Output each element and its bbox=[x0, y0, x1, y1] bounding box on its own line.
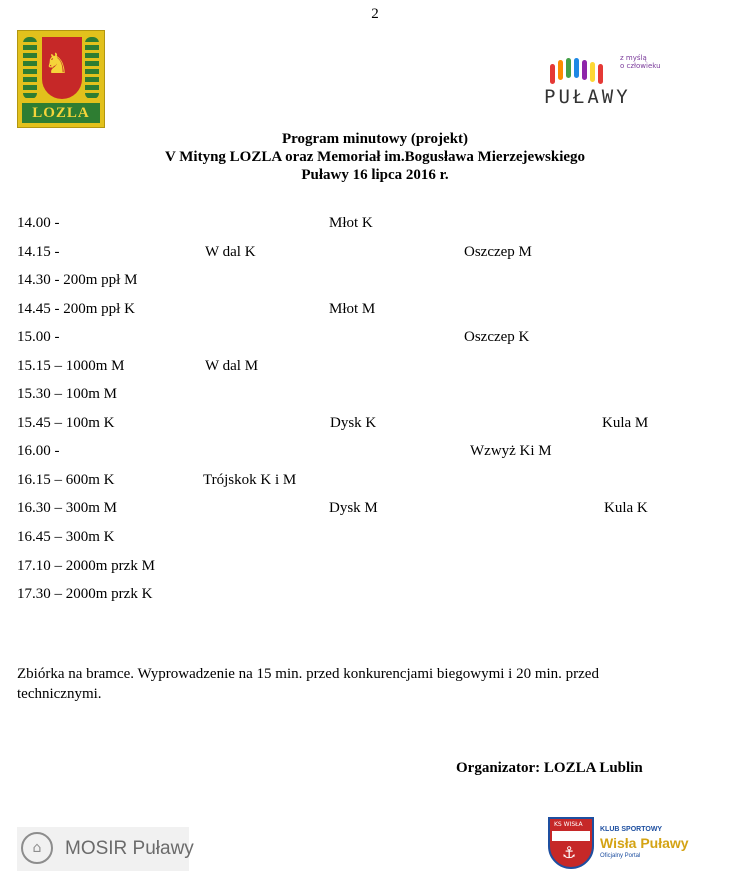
lozla-logo bbox=[17, 30, 105, 128]
schedule-row bbox=[0, 500, 750, 520]
schedule-time: 15.45 – 100m K bbox=[17, 415, 115, 431]
schedule-row bbox=[0, 215, 750, 235]
schedule-time: 14.45 - 200m ppł K bbox=[17, 301, 135, 317]
schedule-time: 17.10 – 2000m przk M bbox=[17, 558, 155, 574]
header-title: Program minutowy (projekt) bbox=[281, 131, 469, 147]
schedule-event-col4: Kula M bbox=[602, 415, 649, 431]
schedule-event-col2: Młot K bbox=[329, 215, 373, 231]
wisla-crest-text: KS WISŁA bbox=[554, 821, 583, 828]
mosir-emblem-icon: ⌂ bbox=[21, 832, 53, 864]
wisla-title: Wisła Puławy bbox=[600, 835, 689, 851]
wisla-club-label: KLUB SPORTOWY bbox=[600, 826, 663, 833]
schedule-event-col1: Trójskok K i M bbox=[203, 472, 297, 488]
schedule-row bbox=[0, 443, 750, 463]
pulawy-slogan bbox=[620, 54, 661, 70]
header-event: V Mityng LOZLA oraz Memoriał im.Bogusława Mierzejewskiego bbox=[164, 149, 586, 165]
wisla-crest-icon bbox=[548, 817, 594, 869]
schedule-row bbox=[0, 415, 750, 435]
logo-ornament-right bbox=[85, 37, 99, 99]
schedule-row bbox=[0, 529, 750, 549]
schedule-row bbox=[0, 329, 750, 349]
schedule-event-col3: Oszczep K bbox=[464, 329, 530, 345]
logo-ornament-left bbox=[23, 37, 37, 99]
schedule-time: 15.15 – 1000m M bbox=[17, 358, 125, 374]
schedule-row bbox=[0, 272, 750, 292]
schedule-row bbox=[0, 301, 750, 321]
assembly-note: Zbiórka na bramce. Wyprowadzenie na 15 min. przed konkurencjami biegowymi i 20 min. przed technicznymi. bbox=[17, 666, 599, 702]
header-date: Puławy 16 lipca 2016 r. bbox=[301, 167, 449, 183]
wisla-portal-label: Oficjalny Portal bbox=[600, 853, 641, 859]
deer-icon: ♞ bbox=[44, 47, 70, 80]
schedule-time: 15.00 - bbox=[17, 329, 60, 345]
schedule-event-col2: Dysk M bbox=[329, 500, 378, 516]
schedule-event-col1: W dal K bbox=[205, 244, 256, 260]
document-header bbox=[0, 130, 750, 184]
page-number: 2 bbox=[371, 6, 379, 22]
schedule-time: 17.30 – 2000m przk K bbox=[17, 586, 153, 602]
schedule-row bbox=[0, 244, 750, 264]
schedule-time: 16.15 – 600m K bbox=[17, 472, 115, 488]
schedule-time: 15.30 – 100m M bbox=[17, 386, 118, 402]
schedule-event-col2: Młot M bbox=[329, 301, 376, 317]
schedule-time: 16.30 – 300m M bbox=[17, 500, 118, 516]
pulawy-logo-text: PUŁAWY bbox=[544, 86, 631, 108]
schedule-row bbox=[0, 472, 750, 492]
schedule-time: 16.45 – 300m K bbox=[17, 529, 115, 545]
schedule-row bbox=[0, 358, 750, 378]
schedule-event-col1: W dal M bbox=[205, 358, 259, 374]
mosir-logo-text: MOSIR Puławy bbox=[65, 838, 194, 859]
schedule-time: 16.00 - bbox=[17, 443, 60, 459]
schedule-row bbox=[0, 586, 750, 606]
schedule-row bbox=[0, 386, 750, 406]
schedule-event-col3: Oszczep M bbox=[464, 244, 532, 260]
pulawy-slogan-line2: o człowieku bbox=[620, 62, 661, 70]
pulawy-slogan-line1: z myślą bbox=[620, 54, 647, 62]
pulawy-logo bbox=[540, 50, 662, 116]
schedule-event-col4: Kula K bbox=[604, 500, 648, 516]
crest-band bbox=[552, 831, 590, 841]
schedule-time: 14.30 - 200m ppł M bbox=[17, 272, 138, 288]
schedule-time: 14.00 - bbox=[17, 215, 60, 231]
schedule-event-col3: Wzwyż Ki M bbox=[470, 443, 552, 459]
schedule-row bbox=[0, 558, 750, 578]
wisla-logo bbox=[548, 817, 708, 873]
mosir-logo bbox=[17, 827, 194, 871]
crest-mark-icon: ⚓ bbox=[562, 843, 577, 862]
schedule-event-col2: Dysk K bbox=[330, 415, 377, 431]
schedule-time: 14.15 - bbox=[17, 244, 60, 260]
organizer-line: Organizator: LOZLA Lublin bbox=[456, 760, 643, 776]
lozla-logo-text: LOZLA bbox=[22, 103, 100, 123]
